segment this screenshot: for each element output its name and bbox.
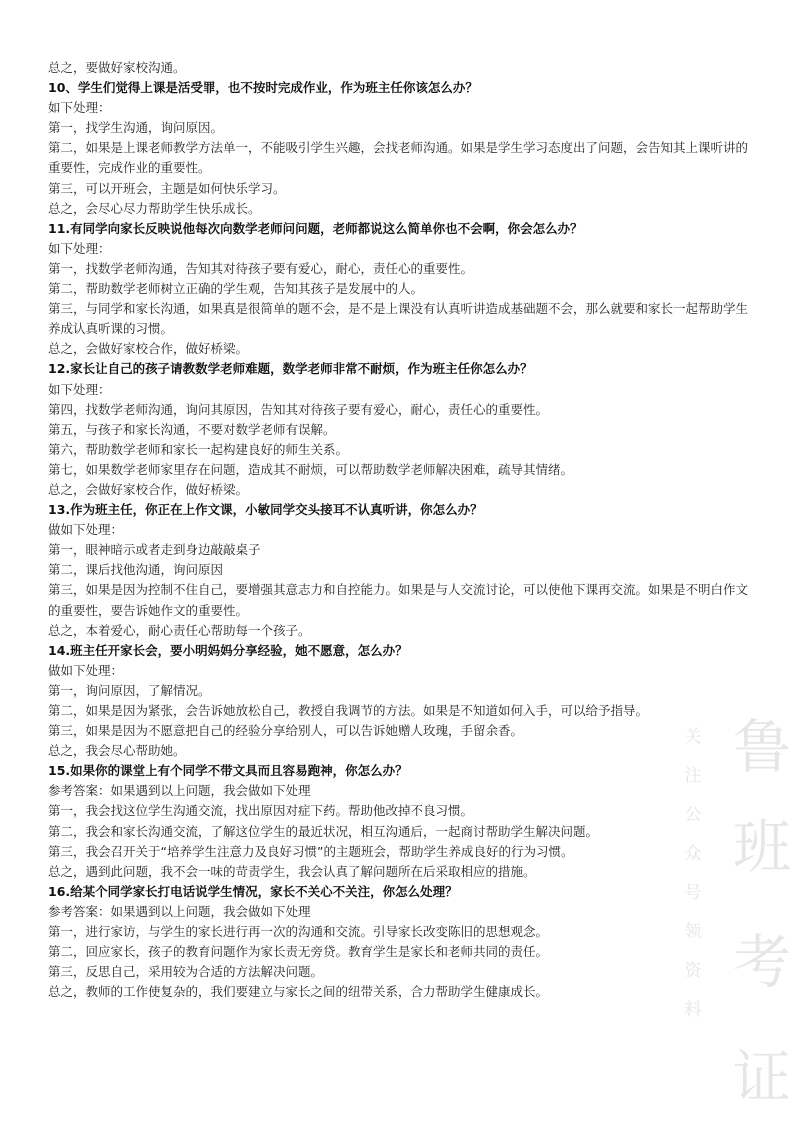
text-line: 总之，我会尽心帮助她。	[48, 743, 186, 759]
question-heading: 15.如果你的课堂上有个同学不带文具而且容易跑神，你怎么办？	[48, 763, 408, 779]
text-line: 如下处理：	[48, 100, 111, 116]
text-line: 第三，反思自己，采用较为合适的方法解决问题。	[48, 964, 324, 980]
text-line: 总之，会做好家校合作，做好桥梁。	[48, 341, 249, 357]
text-line: 第五，与孩子和家长沟通，不要对数学老师有误解。	[48, 421, 336, 437]
text-line: 做如下处理：	[48, 522, 124, 538]
text-line: 第三，我会召开关于“培养学生注意力及良好习惯”的主题班会，帮助学生养成良好的行为习惯。	[48, 843, 574, 859]
text-line: 第二，回应家长，孩子的教育问题作为家长责无旁贷。教育学生是家长和老师共同的责任。	[48, 944, 549, 960]
text-line: 如下处理：	[48, 240, 111, 256]
text-line: 总之，会尽心尽力帮助学生快乐成长。	[48, 200, 261, 216]
text-line: 如下处理：	[48, 381, 111, 397]
text-line: 第三，如果是因为不愿意把自己的经验分享给别人，可以告诉她赠人玫瑰，手留余香。	[48, 723, 524, 739]
text-line: 第四，找数学老师沟通，询问其原因，告知其对待孩子要有爱心，耐心，责任心的重要性。	[48, 401, 549, 417]
document-body	[48, 58, 760, 1002]
text-line: 第一，找数学老师沟通，告知其对待孩子要有爱心，耐心，责任心的重要性。	[48, 260, 474, 276]
text-line: 参考答案：如果遇到以上问题，我会做如下处理	[48, 783, 311, 799]
text-line: 第三，与同学和家长沟通，如果真是很简单的题不会，是不是上课没有认真听讲造成基础题不会，那么就要和家长一起帮助学生养成认真听课的习惯。	[48, 301, 749, 337]
text-line: 第一，进行家访，与学生的家长进行再一次的沟通和交流。引导家长改变陈旧的思想观念。	[48, 924, 549, 940]
watermark-subtitle: 关注公众号领资料	[684, 727, 702, 1020]
text-line: 第七，如果数学老师家里存在问题，造成其不耐烦，可以帮助数学老师解决困难，疏导其情绪。	[48, 461, 574, 477]
watermark-char: 班	[732, 813, 791, 881]
text-line: 第一，找学生沟通，询问原因。	[48, 120, 224, 136]
text-line: 总之，会做好家校合作，做好桥梁。	[48, 481, 249, 497]
text-line: 第六，帮助数学老师和家长一起构建良好的师生关系。	[48, 441, 349, 457]
watermark-char: 鲁	[732, 713, 791, 781]
text-line: 第二，如果是上课老师教学方法单一，不能吸引学生兴趣，会找老师沟通。如果是学生学习态度出了问题，会告知其上课听讲的重要性，完成作业的重要性。	[48, 140, 749, 176]
question-heading: 16.给某个同学家长打电话说学生情况，家长不关心不关注，你怎么处理？	[48, 883, 458, 899]
question-heading: 11.有同学向家长反映说他每次向数学老师问问题，老师都说这么简单你也不会啊，你会怎么办？	[48, 220, 583, 236]
text-line: 总之，教师的工作使复杂的，我们要建立与家长之间的纽带关系，合力帮助学生健康成长。	[48, 984, 549, 1000]
question-heading: 14.班主任开家长会，要小明妈妈分享经验，她不愿意，怎么办？	[48, 642, 408, 658]
watermark-char: 考	[732, 928, 791, 996]
text-line: 总之，本着爱心，耐心责任心帮助每一个孩子。	[48, 622, 311, 638]
text-line: 第一，眼神暗示或者走到身边敲敲桌子	[48, 542, 261, 558]
text-line: 第一，询问原因，了解情况。	[48, 682, 211, 698]
text-line: 第二，帮助数学老师树立正确的学生观，告知其孩子是发展中的人。	[48, 281, 424, 297]
text-line: 总之，要做好家校沟通。	[48, 60, 186, 75]
question-heading: 13.作为班主任，你正在上作文课，小敏同学交头接耳不认真听讲，你怎么办？	[48, 502, 483, 518]
question-heading: 12.家长让自己的孩子请教数学老师难题，数学老师非常不耐烦，作为班主任你怎么办？	[48, 361, 533, 377]
text-line: 第一，我会找这位学生沟通交流，找出原因对症下药。帮助他改掉不良习惯。	[48, 803, 474, 819]
text-line: 第二，我会和家长沟通交流，了解这位学生的最近状况，相互沟通后，一起商讨帮助学生解决问题。	[48, 823, 599, 839]
text-line: 第二，课后找他沟通，询问原因	[48, 562, 224, 578]
text-line: 做如下处理：	[48, 662, 124, 678]
text-line: 总之，遇到此问题，我不会一味的苛责学生，我会认真了解问题所在后采取相应的措施。	[48, 863, 536, 879]
text-line: 第二，如果是因为紧张，会告诉她放松自己，教授自我调节的方法。如果是不知道如何入手，可以给予指导。	[48, 703, 649, 718]
watermark-char: 证	[732, 1043, 791, 1111]
text-line: 第三，可以开班会，主题是如何快乐学习。	[48, 180, 286, 196]
question-heading: 10、学生们觉得上课是活受罪，也不按时完成作业，作为班主任你该怎么办？	[48, 80, 478, 96]
text-line: 第三，如果是因为控制不住自己，要增强其意志力和自控能力。如果是与人交流讨论，可以使他下课再交流。如果是不明白作文的重要性，要告诉她作文的重要性。	[48, 582, 749, 618]
text-line: 参考答案：如果遇到以上问题，我会做如下处理	[48, 903, 311, 919]
